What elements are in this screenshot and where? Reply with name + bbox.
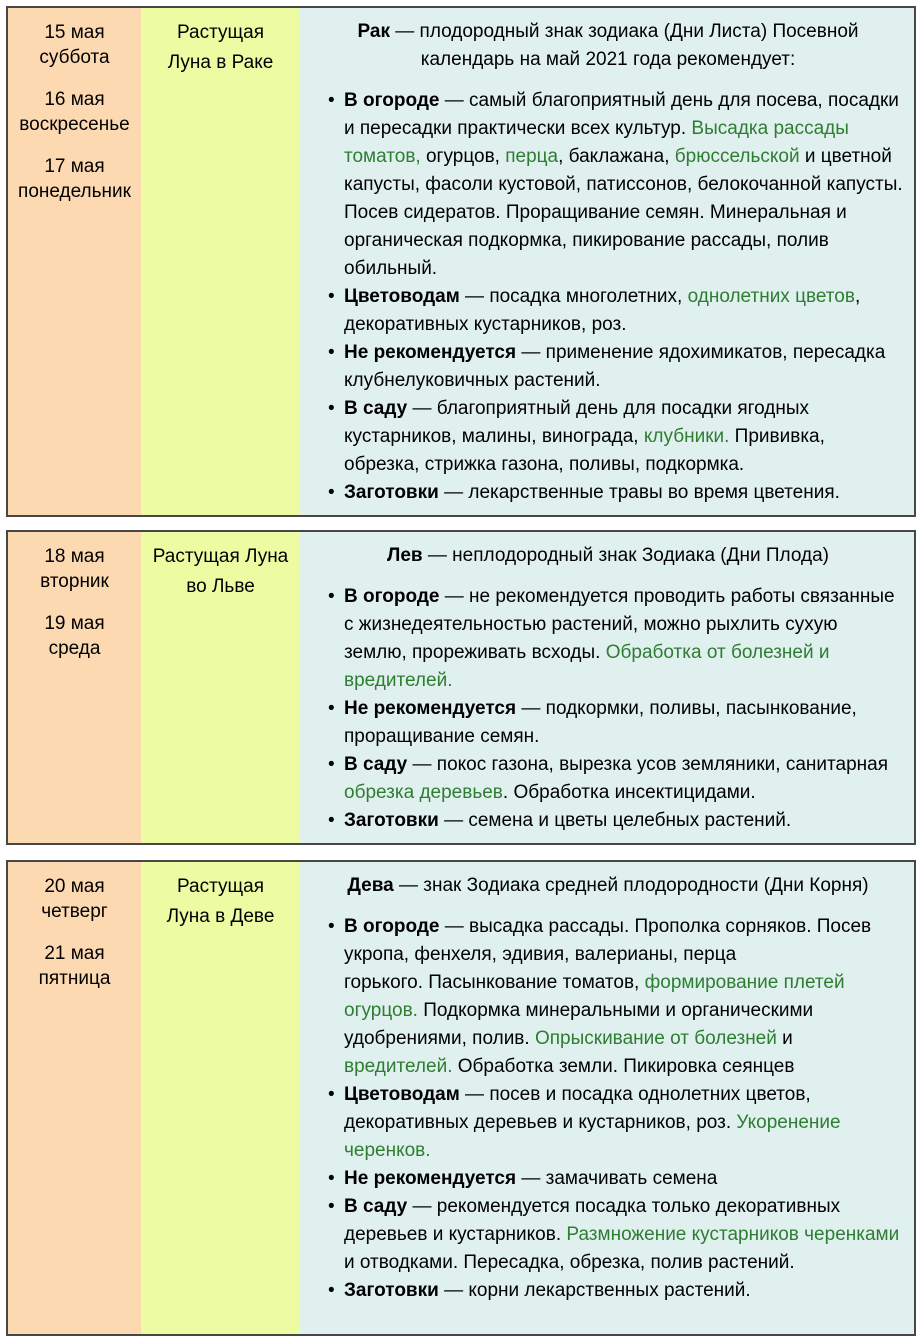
text-segment: — применение ядохимикатов, пересадка клубнелуковичных растений. xyxy=(344,342,886,391)
text-segment: — высадка рассады. Прополка сорняков. Посев укропа, фенхеля, эдивия, валерианы, перца xyxy=(344,916,872,965)
link[interactable]: Высадка рассады томатов, xyxy=(344,118,849,167)
recommendation-item xyxy=(328,395,904,479)
date-day: 21 мая xyxy=(44,943,105,964)
recommendation-list xyxy=(312,913,904,1305)
recommendation-label: Заготовки xyxy=(344,1280,439,1301)
calendar xyxy=(6,6,916,1336)
text-segment: — лекарственные травы во время цветения. xyxy=(438,482,840,503)
section-header xyxy=(314,872,902,900)
date-weekday: пятница xyxy=(38,968,111,989)
moon-phase-line: Луна в Раке xyxy=(167,52,274,73)
recommendation-label: Заготовки xyxy=(344,810,439,831)
date-group xyxy=(12,87,137,137)
text-segment: огурцов, xyxy=(420,146,506,167)
date-cell xyxy=(7,7,141,516)
zodiac-sign: Рак xyxy=(357,21,390,42)
link[interactable]: брюссельской xyxy=(674,146,800,167)
recommendation-item xyxy=(328,283,904,339)
recommendation-item xyxy=(328,87,904,283)
text-segment: Прививка, обрезка, стрижка газона, поливы, подкормка. xyxy=(344,426,825,475)
link[interactable]: Обработка от болезней и вредителей. xyxy=(344,642,830,691)
section-header xyxy=(314,18,902,74)
recommendation-item xyxy=(328,751,904,807)
recommendation-label: В саду xyxy=(344,754,408,775)
link[interactable]: Опрыскивание от болезней xyxy=(534,1028,777,1049)
section-header xyxy=(314,542,902,570)
link[interactable]: Укоренение черенков. xyxy=(344,1112,841,1161)
date-weekday: понедельник xyxy=(18,181,131,202)
zodiac-sign: Лев xyxy=(387,545,423,566)
date-group xyxy=(12,20,137,70)
date-day: 18 мая xyxy=(44,546,105,567)
recommendation-label: Цветоводам xyxy=(344,286,460,307)
date-cell xyxy=(7,531,141,844)
text-segment: — семена и цветы целебных растений. xyxy=(438,810,792,831)
date-cell xyxy=(7,861,141,1335)
recommendation-item xyxy=(328,913,904,1081)
text-segment: Обработка земли. Пикировка сеянцев xyxy=(452,1056,795,1077)
text-segment: горького. Пасынкование томатов, xyxy=(344,972,645,993)
text-segment: . Обработка инсектицидами. xyxy=(502,782,756,803)
moon-phase-line: во Льве xyxy=(186,576,255,597)
text-segment: — покос газона, вырезка усов земляники, санитарная xyxy=(407,754,888,775)
recommendation-label: Цветоводам xyxy=(344,1084,460,1105)
date-weekday: суббота xyxy=(39,47,110,68)
text-segment: — подкормки, поливы, пасынкование, проращивание семян. xyxy=(344,698,857,747)
moon-phase-line: Растущая Луна xyxy=(152,546,289,567)
recommendation-label: Заготовки xyxy=(344,482,439,503)
recommendation-item xyxy=(328,1277,904,1305)
text-segment: , баклажана, xyxy=(558,146,675,167)
recommendation-label: Не рекомендуется xyxy=(344,1168,517,1189)
recommendation-label: В огороде xyxy=(344,586,440,607)
text-segment: — не рекомендуется проводить работы связанные с жизнедеятельностью растений, можно рыхлить сухую землю, прореживать всходы. xyxy=(344,586,895,663)
calendar-row xyxy=(7,7,915,516)
zodiac-sign: Дева xyxy=(347,875,394,896)
content-cell xyxy=(300,7,915,516)
date-weekday: воскресенье xyxy=(19,114,130,135)
recommendation-item xyxy=(328,807,904,835)
date-group xyxy=(12,941,137,991)
section-header-text: — неплодородный знак Зодиака (Дни Плода) xyxy=(422,545,829,566)
text-segment: Подкормка минеральными и органическими удобрениями, полив. xyxy=(344,1000,814,1049)
text-segment: — самый благоприятный день для посева, посадки и пересадки практически всех культур. xyxy=(344,90,899,139)
text-segment: и цветной капусты, фасоли кустовой, патиссонов, белокочанной капусты. Посев сидератов. Проращивание семян. Минеральная и органическая подкормка, пикирование рассады, полив обильный. xyxy=(344,146,903,279)
calendar-section-deva xyxy=(6,860,916,1336)
text-segment: — благоприятный день для посадки ягодных кустарников, малины, винограда, xyxy=(344,398,810,447)
moon-phase-line: Растущая xyxy=(176,22,264,43)
text-segment: — рекомендуется посадка только декоративных деревьев и кустарников. xyxy=(344,1196,841,1245)
recommendation-label: Не рекомендуется xyxy=(344,342,517,363)
recommendation-label: В саду xyxy=(344,398,408,419)
text-segment: и xyxy=(776,1028,793,1049)
text-segment: — посев и посадка однолетних цветов, декоративных деревьев и кустарников, роз. xyxy=(344,1084,811,1133)
link[interactable]: клубники. xyxy=(643,426,730,447)
recommendation-item xyxy=(328,583,904,695)
date-group xyxy=(12,874,137,924)
link[interactable]: Размножение кустарников черенками xyxy=(566,1224,900,1245)
recommendation-list xyxy=(312,583,904,835)
calendar-row xyxy=(7,531,915,844)
recommendation-item xyxy=(328,695,904,751)
recommendation-item xyxy=(328,1165,904,1193)
text-segment: и отводками. Пересадка, обрезка, полив растений. xyxy=(344,1252,795,1273)
date-weekday: вторник xyxy=(40,571,109,592)
moon-cell xyxy=(141,531,300,844)
text-segment: — корни лекарственных растений. xyxy=(438,1280,751,1301)
date-group xyxy=(12,544,137,594)
date-weekday: среда xyxy=(48,638,101,659)
text-segment: — замачивать семена xyxy=(516,1168,718,1189)
link[interactable]: вредителей. xyxy=(344,1056,453,1077)
link[interactable]: перца xyxy=(505,146,559,167)
recommendation-item xyxy=(328,479,904,507)
calendar-section-rak xyxy=(6,6,916,517)
calendar-row xyxy=(7,861,915,1335)
date-day: 19 мая xyxy=(44,613,105,634)
date-day: 20 мая xyxy=(44,876,105,897)
date-day: 17 мая xyxy=(44,156,105,177)
moon-phase-line: Луна в Деве xyxy=(166,906,275,927)
text-segment: , декоративных кустарников, роз. xyxy=(344,286,861,335)
section-header-text: — знак Зодиака средней плодородности (Дни Корня) xyxy=(393,875,869,896)
recommendation-label: В огороде xyxy=(344,916,440,937)
date-group xyxy=(12,611,137,661)
content-cell xyxy=(300,531,915,844)
recommendation-label: В огороде xyxy=(344,90,440,111)
link[interactable]: формирование плетей огурцов. xyxy=(344,972,845,1021)
calendar-section-lev xyxy=(6,530,916,845)
date-group xyxy=(12,154,137,204)
date-day: 15 мая xyxy=(44,22,105,43)
recommendation-label: Не рекомендуется xyxy=(344,698,517,719)
recommendation-item xyxy=(328,1193,904,1277)
recommendation-item xyxy=(328,339,904,395)
date-weekday: четверг xyxy=(41,901,108,922)
recommendation-label: В саду xyxy=(344,1196,408,1217)
link[interactable]: однолетних цветов xyxy=(687,286,855,307)
content-cell xyxy=(300,861,915,1335)
recommendation-item xyxy=(328,1081,904,1165)
text-segment: — посадка многолетних, xyxy=(459,286,688,307)
moon-cell xyxy=(141,7,300,516)
moon-cell xyxy=(141,861,300,1335)
moon-phase-line: Растущая xyxy=(176,876,264,897)
link[interactable]: обрезка деревьев xyxy=(344,782,503,803)
date-day: 16 мая xyxy=(44,89,105,110)
section-header-text: — плодородный знак зодиака (Дни Листа) Посевной календарь на май 2021 года рекомендует: xyxy=(389,21,859,70)
recommendation-list xyxy=(312,87,904,507)
